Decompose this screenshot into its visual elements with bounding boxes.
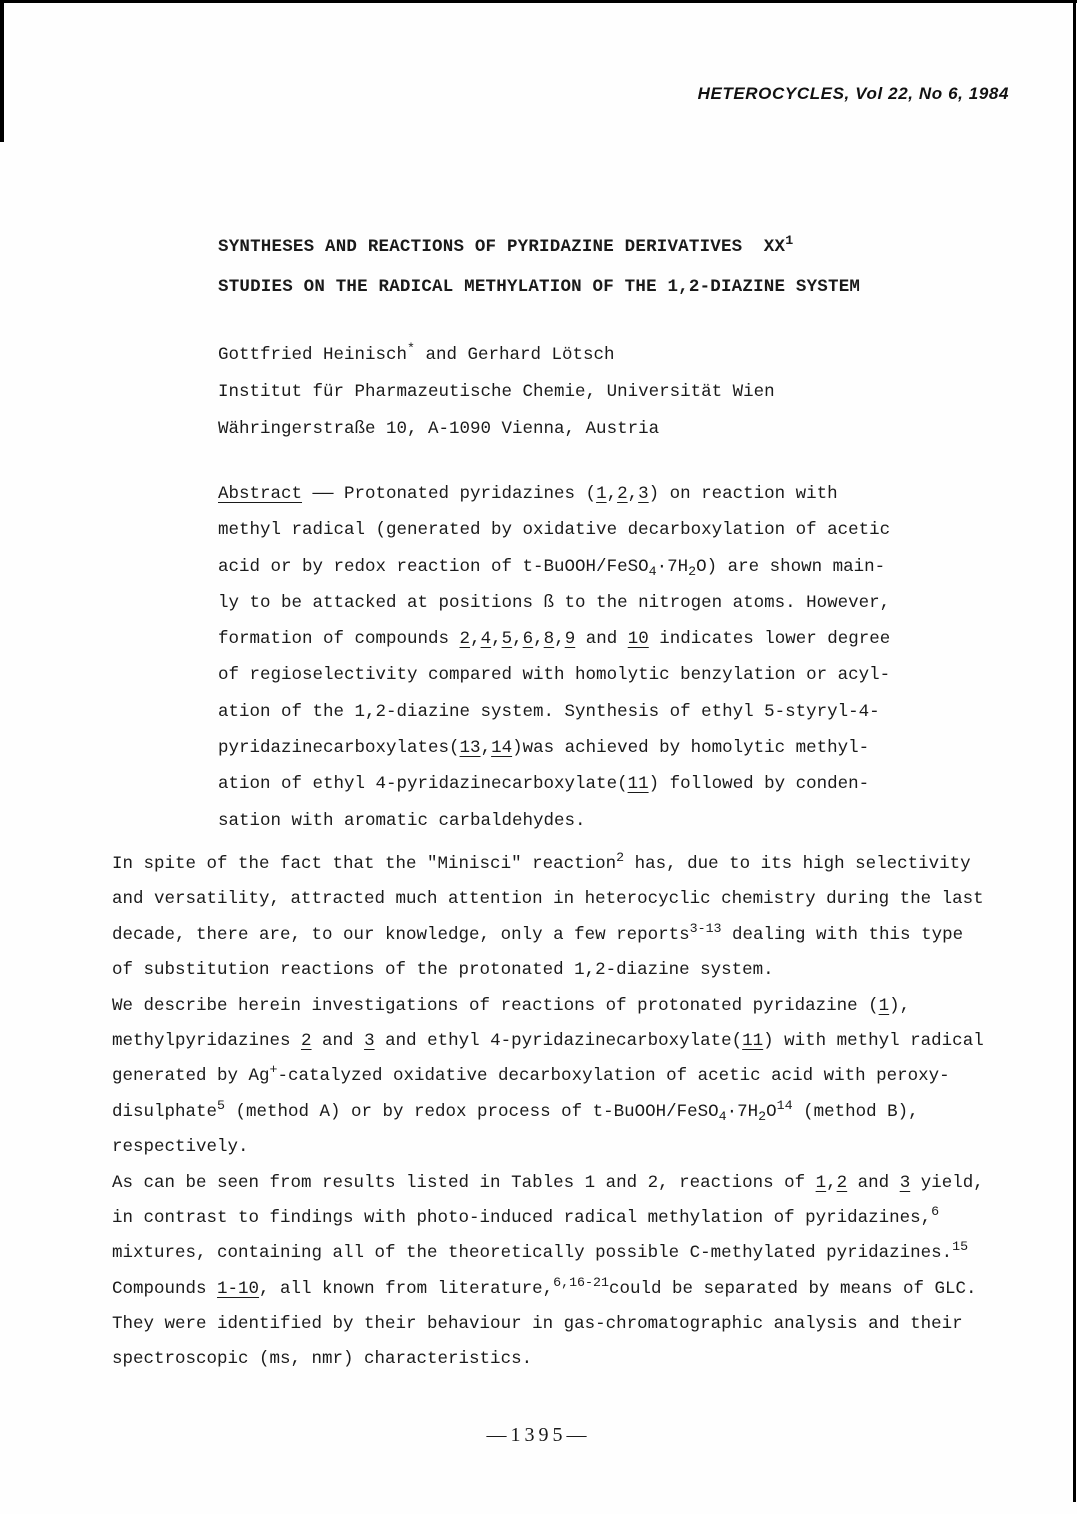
- abstract-line: pyridazinecarboxylates(13,14)was achieved by homolytic methyl-: [218, 738, 870, 759]
- body-line: and versatility, attracted much attention in heterocyclic chemistry during the last: [112, 889, 984, 910]
- body-line: methylpyridazines 2 and 3 and ethyl 4-pyridazinecarboxylate(11) with methyl radical: [112, 1030, 984, 1051]
- authors-line: Gottfried Heinisch* and Gerhard Lötsch: [218, 341, 615, 365]
- body-line: Compounds 1-10, all known from literature,$^{6,16-21}$could be separated by means of GLC.: [112, 1274, 977, 1299]
- body-line: mixtures, containing all of the theoretically possible C-methylated pyridazines.$^{15}$: [112, 1239, 969, 1264]
- body-line: decade, there are, to our knowledge, only a few reports$^{3-13}$ dealing with this type: [112, 920, 964, 945]
- affiliation-line-1: Institut für Pharmazeutische Chemie, Universität Wien: [218, 382, 775, 402]
- abstract: [218, 481, 890, 844]
- page-number: —1395—: [486, 1424, 591, 1446]
- abstract-line: ly to be attacked at positions ß to the nitrogen atoms. However,: [218, 592, 891, 613]
- body-line: In spite of the fact that the "Minisci" reaction$^2$ has, due to its high selectivity: [112, 850, 971, 874]
- body-line: disulphate$^5$ (method A) or by redox process of $t-BuOOH/FeSO_4\cdot 7H_2O^{14}$ (method B),: [112, 1097, 919, 1124]
- body-line: in contrast to findings with photo-induced radical methylation of pyridazines,$^6$: [112, 1203, 940, 1228]
- title-line-2: STUDIES ON THE RADICAL METHYLATION OF THE 1,2-DIAZINE SYSTEM: [218, 277, 861, 297]
- body-line: generated by Ag+-catalyzed oxidative decarboxylation of acetic acid with peroxy-: [112, 1062, 950, 1087]
- paper-title: [218, 234, 860, 314]
- body-line: We describe herein investigations of reactions of protonated pyridazine (1),: [112, 995, 911, 1016]
- body-line: spectroscopic (ms, nmr) characteristics.: [112, 1349, 533, 1370]
- scan-border-top: [0, 0, 1077, 3]
- author-affiliation-block: [218, 342, 775, 453]
- abstract-line: ation of the 1,2-diazine system. Synthesis of ethyl 5-styryl-4-: [218, 701, 880, 722]
- abstract-line: Abstract —— Protonated pyridazines (1,2,3) on reaction with: [218, 484, 838, 504]
- abstract-line: of regioselectivity compared with homolytic benzylation or acyl-: [218, 665, 891, 686]
- abstract-line: sation with aromatic carbaldehydes.: [218, 810, 586, 831]
- scan-border-left: [0, 0, 4, 142]
- body-line: As can be seen from results listed in Tables 1 and 2, reactions of 1,2 and 3 yield,: [112, 1172, 984, 1193]
- abstract-line: methyl radical (generated by oxidative decarboxylation of acetic: [218, 520, 891, 541]
- body-line: of substitution reactions of the protonated 1,2-diazine system.: [112, 960, 774, 981]
- body-line: respectively.: [112, 1137, 249, 1158]
- body-line: They were identified by their behaviour in gas-chromatographic analysis and their: [112, 1314, 963, 1335]
- abstract-line: ation of ethyl 4-pyridazinecarboxylate(11) followed by conden-: [218, 774, 870, 795]
- abstract-line: formation of compounds 2,4,5,6,8,9 and 10 indicates lower degree: [218, 629, 891, 650]
- affiliation-line-2: Währingerstraße 10, A-1090 Vienna, Austria: [218, 419, 660, 439]
- title-line-1: SYNTHESES AND REACTIONS OF PYRIDAZINE DERIVATIVES $XX^1$: [218, 233, 794, 257]
- body-text: [112, 851, 984, 1382]
- abstract-line: acid or by redox reaction of $t-BuOOH/FeSO_4\cdot 7H_2O$) are shown main-: [218, 556, 886, 579]
- journal-header: HETEROCYCLES, Vol 22, No 6, 1984: [697, 84, 1009, 103]
- scan-border-right: [1073, 0, 1076, 1502]
